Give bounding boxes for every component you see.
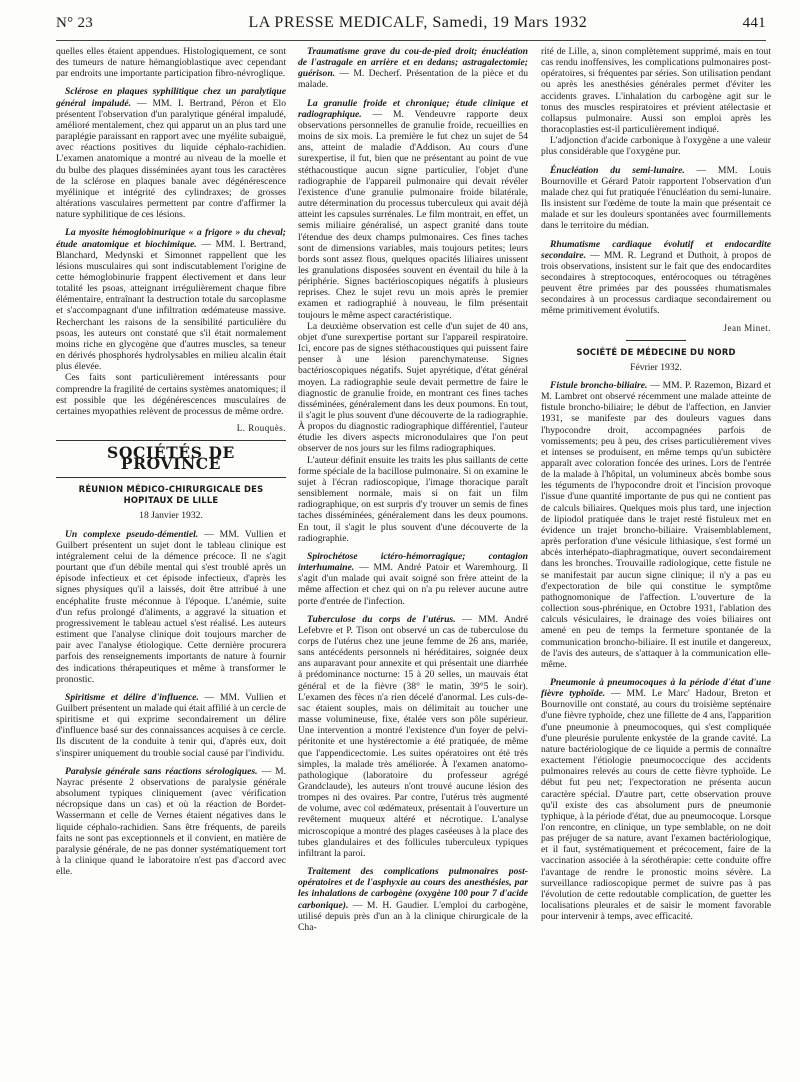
section-rule [56,477,286,478]
article-sclerose [56,86,286,220]
article-spiritisme [56,692,286,759]
article-tuberculose-uterus [298,614,528,859]
col3-intro-cont: L'adjonction d'acide carbonique à l'oxygène a une valeur plus considérable que l'oxygène pur. [541,135,771,158]
column-1 [56,46,286,1070]
article-body: — MM. Louis Bournoville et Gérard Patoir rapportent l'observation d'un malade chez qui fut pratiquée l'énucléation du semi-lunaire. Ils insistent sur l'œdème de toute la main que présentait ce malade et sur les douleurs spontanées avec fourmillements dans le territoire du médian. [541,164,771,232]
article-body: — MM. Le Marc' Hadour, Breton et Bournoville ont constaté, au cours du troisième septénaire d'une fièvre typhoïde, chez une fillette de 4 ans, l'apparition d'une pneumonie à pneumocoques, qui s'est compliquée d'une pleurésie purulente enkystée de la grande cavité. La nature bactériologique de ce liquide a permis de connaître exactement l'étiologie pneumococcique des accidents pulmonaires relevés au cours de cette fièvre typhoïde. Le début fut peu net; l'expectoration ne présenta aucun caractère spécial. D'autre part, cette observation prouve qu'il existe des cas absolument purs de pneumonie typhique, à la période d'état, due au pneumocoque. Lorsque l'on rencontre, en clinique, un type semblable, on ne doit pas préjuger de sa nature, avant l'examen bactériologique, et il faut, systématiquement et précocement, faire de la vaccination associée à la sérothérapie: cette conduite offre l'avantage de rendre le pronostic moins sévère. La surveillance radioscopique permet de suivre pas à pas l'évolution de cette redoutable complication, de guetter les localisations pleurales et de saisir le moment favorable pour intervenir à temps, avec efficacité. [541,688,771,923]
article-body: — MM. André Patoir et Waremhourg. Il s'agit d'un malade qui avait soigné son frère atteint de la même affection et chez qui on n'a pu relever aucune autre porte d'entrée de l'infection. [298,562,528,607]
article-semi-lunaire [541,165,771,232]
journal-title: LA PRESSE MEDICALF, Samedi, 19 Mars 1932 [248,14,588,31]
header-rule [56,40,766,41]
masthead [56,14,766,42]
article-myosite [56,227,286,372]
article-fistule [541,380,771,670]
column-3 [541,46,771,1070]
article-carbogene [298,866,528,933]
article-body: — M. Vendeuvre rapporte deux observations personnelles de granulie froide, recueillies en moins de six mois. La première le fut chez un sujet de 54 ans, atteint de maladie d'Addison. Au cours d'une surexpertise, il fut, bien que ne présentant au point de vue stéthacoustique aucun signe particulier, l'objet d'une radiographie de l'appareil pulmonaire qui devait révéler l'existence d'une granulie pulmonaire froide bilatérale, autre détermination du processus tuberculeux qui avait déjà atteint les capsules surrénales. Le film montrait, en effet, un semis miliaire généralisé, un aspect granité dans toute l'étendue des deux champs pulmonaires. Ces fines taches sont de dimensions variables, mais toujours petites; leurs bords sont assez flous, quelques opacités liliaires unissent les granulations disposées souvent en éventail du hile à la périphérie. Signes bactérioscopiques négatifs à plusieurs reprises. Chez le sujet revu un mois après le premier examen et radiographié à nouveau, le film présentait toujours le même aspect caractéristique. [298,108,528,321]
article-title: Traumatisme grave du cou-de-pied droit; énucléation de l'astragale en arrière et en dedans; astragalectomie; guérison. [298,46,528,80]
section-rule [626,340,686,341]
article-rhumatisme [541,239,771,317]
article-title: Énucléation du semi-lunaire. [550,164,685,176]
article-pseudo-dementiel [56,529,286,685]
section-rule [56,440,286,441]
issue-number: N° 23 [56,15,94,31]
section-title: SOCIÉTÉ DE MÉDECINE DU NORD [576,346,736,357]
article-body: — MM. P. Razemon, Bizard et M. Lambret ont observé récemment une malade atteinte de fistule broncho-biliaire; le début de l'affection, en Janvier 1931, se manifeste par des douleurs vagues dans l'hypocondre droit, accompagnées parfois de vomissements; peu à peu, des crises particulièrement vives et intenses se produisent, en même temps qu'un subictère apparaît avec coloration foncée des urines. Lors de l'entrée de la malade à l'hôpital, un volumineux abcès bombe sous les téguments de l'hypocondre droit et l'incision provoque l'issue d'une quantité importante de pus qui ne contient pas de calculs biliaires. Quelques mois plus tard, une injection de lipiodol pratiquée dans le trajet resté fistuleux met en évidence un trajet broncho-biliaire. Vraisemblablement, après perforation d'une vésicule lithiasique, s'est formé un abcès interhépato-diaphragmatique, ouvert secondairement dans les bronches. Trouvaille radiologique, cette fistule ne se manifestait par aucun signe clinique; il n'y a pas eu d'expectoration de bile qui constitue le symptôme pathognomonique de l'affection. L'ouverture de la collection sous-phrénique, en Octobre 1931, l'ablation des calculs vésiculaires, le drainage des voies biliaires ont amené en peu de temps la fermeture spontanée de la communication broncho-biliaire. Il est inutile et dangereux, de l'avis des auteurs, de s'attaquer à la communication elle-même. [541,379,771,670]
meeting-date: Février 1932. [630,361,682,373]
signature: L. Rouquès. [236,423,286,433]
article-title: Rhumatisme cardiaque évolutif et endocardite secondaire. [541,238,771,261]
article-traumatisme [298,46,528,91]
article-body-cont: La deuxième observation est celle d'un sujet de 40 ans, objet d'une surexpertise portant sur l'appareil respiratoire. Ici, encore pas de signes stéthacoustiques qui puissent faire penser à une lésion parenchymateuse. Signes bactérioscopiques négatifs. Sujet apyrétique, d'état général moyen. La radiographie seule devait permettre de faire le diagnostic de granulie froide, en montrant ces fines taches disséminées, généralement dans les deux poumons. En tout, il s'agit le plus souvent d'une découverte de la radiographie. À propos du diagnostic radiographique différentiel, l'auteur étudie les divers aspects micronodulaires que l'on peut observer de nos jours sur les films radiographiques. [298,320,528,455]
article-paralysie [56,766,286,878]
article-body-cont: Ces faits sont particulièrement intéressants pour comprendre la fragilité de certains systèmes anatomiques; il est possible que les dégénérescences musculaires de certaines myopathies relèvent de processus de même ordre. [56,372,286,417]
article-title: Spiritisme et délire d'influence. [65,691,199,703]
col1-intro: quelles elles étaient appendues. Histologiquement, ce sont des tumeurs de nature hémangioblastique avec cependant par endroits une importante participation fibro-névroglique. [56,46,286,80]
article-body: — M. H. Gaudier. L'emploi du carbogène, utilisé depuis près d'un an à la clinique chirurgicale de la Cha- [298,899,528,933]
article-title: Fistule broncho-biliaire. [550,379,648,391]
section-subtitle: RÉUNION MÉDICO-CHIRURGICALE DES HOPITAUX DE LILLE [78,484,264,506]
article-title: La granulie froide et chronique; étude clinique et radiographique. [298,97,528,120]
article-body: — MM. I. Bertrand, Blanchard, Medynski et Simonnet rappellent que les lésions musculaires qui sont indiscutablement l'origine de cette hémoglobinurie frappent électivement et dans leur totalité les psoas, atteignant irrégulièrement chaque fibre élémentaire, entraînant la destruction totale du sarcoplasme et s'accompagnant d'une infiltration œdémateuse massive. Recherchant les raisons de la sensibilité particulière du psoas, les auteurs ont constaté que s'il était normalement moins riche en glycogène que d'autres muscles, sa teneur en dérivés phosphorés hydrolysables en milieu alcalin était plus élevée. [56,238,286,373]
article-body: — MM. André Lefebvre et P. Tison ont observé un cas de tuberculose du corps de l'utérus chez une jeune femme de 26 ans, mariée, sans antécédents personnels ni héréditaires, soignée deux ans auparavant pour annexite et qui présentait une diarrhée à prédominance nocturne: 15 à 20 selles, un mauvais état général et de la fièvre (38° le matin, 39°5 le soir). L'examen des fèces n'a rien décelé d'anormal. Les culs-de-sac étaient souples, mais on délimitait au toucher une masse volumineuse, fixe, étalée vers son pôle supérieur. Une intervention a montré l'existence d'un foyer de pelvi-péritonite et une hystérectomie a été pratiquée, de même que l'appendicectomie. Les suites opératoires ont été très simples, la malade très améliorée. À l'examen anatomo-pathologique (laboratoire du professeur agrégé Grandclaude), les auteurs n'ont trouvé aucune lésion des trompes ni des ovaires. Par contre, l'utérus très augmenté de volume, avec col œdémateux, présentait à l'ouverture un revêtement muqueux altéré et nécrotique. L'analyse microscopique a montré des plages caséeuses à la place des tubes glandulaires et des follicules tuberculeux typiques infiltrant la paroi. [298,613,528,859]
article-title: Tuberculose du corps de l'utérus. [307,613,456,625]
article-body: — M. Nayrac présente 2 observations de paralysie générale absolument typiques cliniquement (avec vérification nécropsique dans un cas) et où la réaction de Bordet-Wassermann et celle de Vernes étaient négatives dans le liquide céphalo-rachidien. Sans être fréquents, de pareils faits ne sont pas exceptionnels et il convient, en matière de paralysie générale, de ne pas donner systématiquement tort à la clinique quand le laboratoire n'est pas d'accord avec elle. [56,765,286,878]
signature: Jean Minet. [723,322,771,333]
article-title: Sclérose en plaques syphilitique chez un paralytique général impaludé. [56,86,286,109]
article-title: Un complexe pseudo-démentiel. [65,528,199,540]
article-title: Traitement des complications pulmonaires post-opératoires et de l'asphyxie au cours des anesthésies, par les inhalations de carbogène (oxygène 100 pour 7 d'acide carbonique). [298,866,528,911]
column-2 [298,46,528,1070]
article-granulie [298,98,528,321]
article-pneumonie [541,677,771,922]
article-title: La myosite hémoglobinurique « a frigore » du cheval; étude anatomique et biochimique. [56,227,286,250]
article-body: — MM. Vullien et Guilbert présentent un malade qui était affilié à un cercle de spiritisme et qui exprime secondairement un délire d'influence basé sur des connaissances acquises à ce cercle. Ils discutent de la conduite à tenir qui, d'après eux, doit s'inspirer uniquement du trouble social causé par l'individu. [56,691,286,759]
section-title: SOCIÉTÉS DE PROVINCE [107,443,235,474]
article-body: — M. Decherf. Présentation de la pièce et du malade. [298,68,528,91]
article-body: — MM. I. Bertrand, Péron et Elo présentent l'observation d'un paralytique général impaludé, amélioré mentalement, chez qui apparut un an plus tard une paraplégie paraissant en rapport avec une myélite subaiguë, avec réactions positives du liquide céphalo-rachidien. L'examen anatomique a montré au niveau de la moelle et du bulbe des plaques disséminées ayant tous les caractères de la sclérose en plaques banale avec dégénérescence myélinique et intégrité des cylindraxes; de grosses altérations vasculaires permettent par contre d'affirmer la nature syphilitique de ces lésions. [56,97,286,221]
article-body: — MM. Vullien et Guilbert présentent un sujet dont le tableau clinique est intégralement celui de la démence précoce. Il ne s'agit pourtant que d'un débile mental qui s'est troublé après un épisode infectieux et cet épisode infectieux, d'après les signes physiques qu'il a laissés, doit être attribué à une encéphalite fruste méconnue à l'époque. L'anémie, suite d'un refus prolongé d'aliments, a aggravé la situation et progressivement le tableau actuel s'est réalisé. Les auteurs estiment que l'analyse clinique doit toujours marcher de pair avec l'analyse étiologique. Cette dernière procurera parfois des renseignements importants de nature à fournir des indications thérapeutiques et même à transformer le pronostic. [56,528,286,685]
article-body-cont: L'auteur définit ensuite les traits les plus saillants de cette forme spéciale de la bacillose pulmonaire. Si on examine le sujet à l'écran radioscopique, l'image thoracique paraît sensiblement normale, mais si on fait un film radiographique, on est surpris d'y trouver un semis de fines taches disséminées, généralement dans les deux poumons. En tout, il s'agit le plus souvent d'une découverte de la radiographie. [298,454,528,544]
page-number: 441 [742,15,766,31]
article-body: — MM. R. Legrand et Duthoit, à propos de trois observations, insistent sur le fait que des endocardites secondaires à streptocoques, entérocoques ou tétragènes peuvent être primées par des poussées rhumatismales secondaires à un processus cardiaque secondairement ou même primitivement évolutifs. [541,249,771,317]
article-title: Paralysie générale sans réactions sérologiques. [65,765,258,777]
article-title: Spirochétose ictéro-hémorragique; contagion interhumaine. [298,550,528,574]
article-title: Pneumonie à pneumocoques à la période d'état d'une fièvre typhoïde. [541,676,771,700]
article-spirochetose [298,551,528,607]
meeting-date: 18 Janvier 1932. [139,510,203,522]
col3-intro: rité de Lille, a, sinon complètement supprimé, mais en tout cas rendu inoffensives, les complications pulmonaires post-opératoires, si fréquentes par séries. Son utilisation pendant ou après les anesthésies générales permet d'éviter les accidents graves. L'inhalation du carbogène agit sur le tonus des muscles respiratoires et prévient atélectasie et collapsus pulmonaire. Aussi son emploi après les thoracoplasties est-il particulièrement indiqué. [541,46,771,136]
